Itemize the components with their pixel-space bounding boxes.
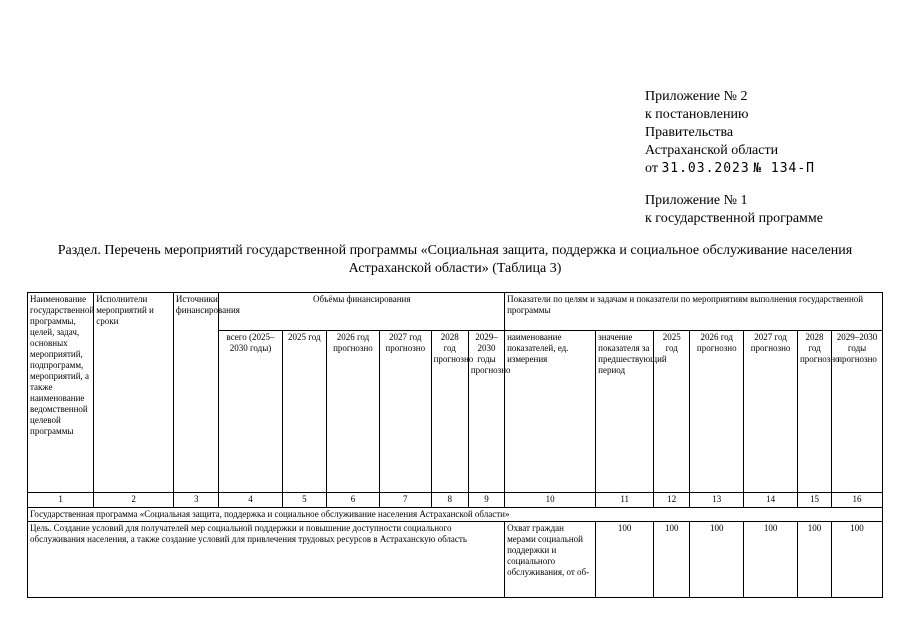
col-number: 8 bbox=[431, 493, 468, 508]
header-ind-2025: 2025 год bbox=[654, 331, 690, 493]
date-prefix: от bbox=[645, 161, 658, 176]
header-fin-2025: 2025 год bbox=[282, 331, 327, 493]
header-total: всего (2025–2030 годы) bbox=[219, 331, 282, 493]
goal-value-2027: 100 bbox=[744, 522, 798, 598]
col-number: 2 bbox=[94, 493, 174, 508]
header-sources: Источники финансирования bbox=[173, 293, 219, 493]
goal-value-2025: 100 bbox=[654, 522, 690, 598]
appendix-date-line bbox=[645, 160, 823, 178]
goal-value-2028: 100 bbox=[797, 522, 831, 598]
appendix-line: Астраханской области bbox=[645, 143, 779, 158]
goal-value-2026: 100 bbox=[690, 522, 744, 598]
goal-value-prev: 100 bbox=[596, 522, 654, 598]
col-number: 5 bbox=[282, 493, 327, 508]
col-number: 15 bbox=[797, 493, 831, 508]
header-ind-2026: 2026 год прогнозно bbox=[690, 331, 744, 493]
col-number: 16 bbox=[832, 493, 883, 508]
col-number: 14 bbox=[744, 493, 798, 508]
header-fin-2026: 2026 год прогнозно bbox=[327, 331, 380, 493]
document-number: № 134-П bbox=[753, 161, 816, 176]
col-number: 7 bbox=[379, 493, 431, 508]
col-number: 6 bbox=[327, 493, 380, 508]
header-name: Наименование государственной программы, целей, задач, основных мероприятий, подпрограмм, мероприятий, а также наименование ведомственной целевой программы bbox=[28, 293, 94, 493]
goal-indicator: Охват граждан мерами социальной поддержки и социального обслуживания, от об- bbox=[505, 522, 596, 598]
col-number: 13 bbox=[690, 493, 744, 508]
appendix-block bbox=[645, 88, 823, 228]
header-ind-2028: 2028 год прогнозно bbox=[797, 331, 831, 493]
header-fin-2027: 2027 год прогнозно bbox=[379, 331, 431, 493]
goal-text: Цель. Создание условий для получателей мер социальной поддержки и повышение доступности социального обслуживания населения, а также создание условий для привлечения трудовых ресурсов в Астраханскую область bbox=[28, 522, 505, 598]
col-number: 12 bbox=[654, 493, 690, 508]
program-row: Государственная программа «Социальная защита, поддержка и социальное обслуживание населения Астраханской области» bbox=[28, 508, 883, 522]
col-number: 1 bbox=[28, 493, 94, 508]
header-indicator-name: наименование показателей, ед. измерения bbox=[505, 331, 596, 493]
document-date: 31.03.2023 bbox=[661, 161, 750, 176]
appendix-line: к постановлению bbox=[645, 107, 749, 122]
section-title: Раздел. Перечень мероприятий государственной программы «Социальная защита, поддержка и социальное обслуживание населения Астраханской области» (Таблица 3) bbox=[57, 243, 853, 276]
header-ind-2027: 2027 год прогнозно bbox=[744, 331, 798, 493]
appendix-line: Приложение № 1 bbox=[645, 193, 748, 208]
header-fin-2028: 2028 год прогнозно bbox=[431, 331, 468, 493]
header-indicators: Показатели по целям и задачам и показатели по мероприятиям выполнения государственной программы bbox=[505, 293, 883, 331]
col-number: 3 bbox=[173, 493, 219, 508]
goal-value-2029: 100 bbox=[832, 522, 883, 598]
header-executors: Исполнители мероприятий и сроки bbox=[94, 293, 174, 493]
col-number: 11 bbox=[596, 493, 654, 508]
col-number: 4 bbox=[219, 493, 282, 508]
header-financing: Объёмы финансирования bbox=[219, 293, 505, 331]
appendix-line: к государственной программе bbox=[645, 211, 823, 226]
col-number: 10 bbox=[505, 493, 596, 508]
appendix-line: Правительства bbox=[645, 125, 734, 140]
col-number: 9 bbox=[468, 493, 504, 508]
header-ind-2029: 2029–2030 годы прогнозно bbox=[832, 331, 883, 493]
appendix-line: Приложение № 2 bbox=[645, 89, 748, 104]
header-prev-period: значение показателя за предшествующий период bbox=[596, 331, 654, 493]
column-number-row bbox=[28, 493, 883, 508]
measures-table bbox=[27, 292, 883, 598]
header-fin-2029: 2029–2030 годы прогнозно bbox=[468, 331, 504, 493]
